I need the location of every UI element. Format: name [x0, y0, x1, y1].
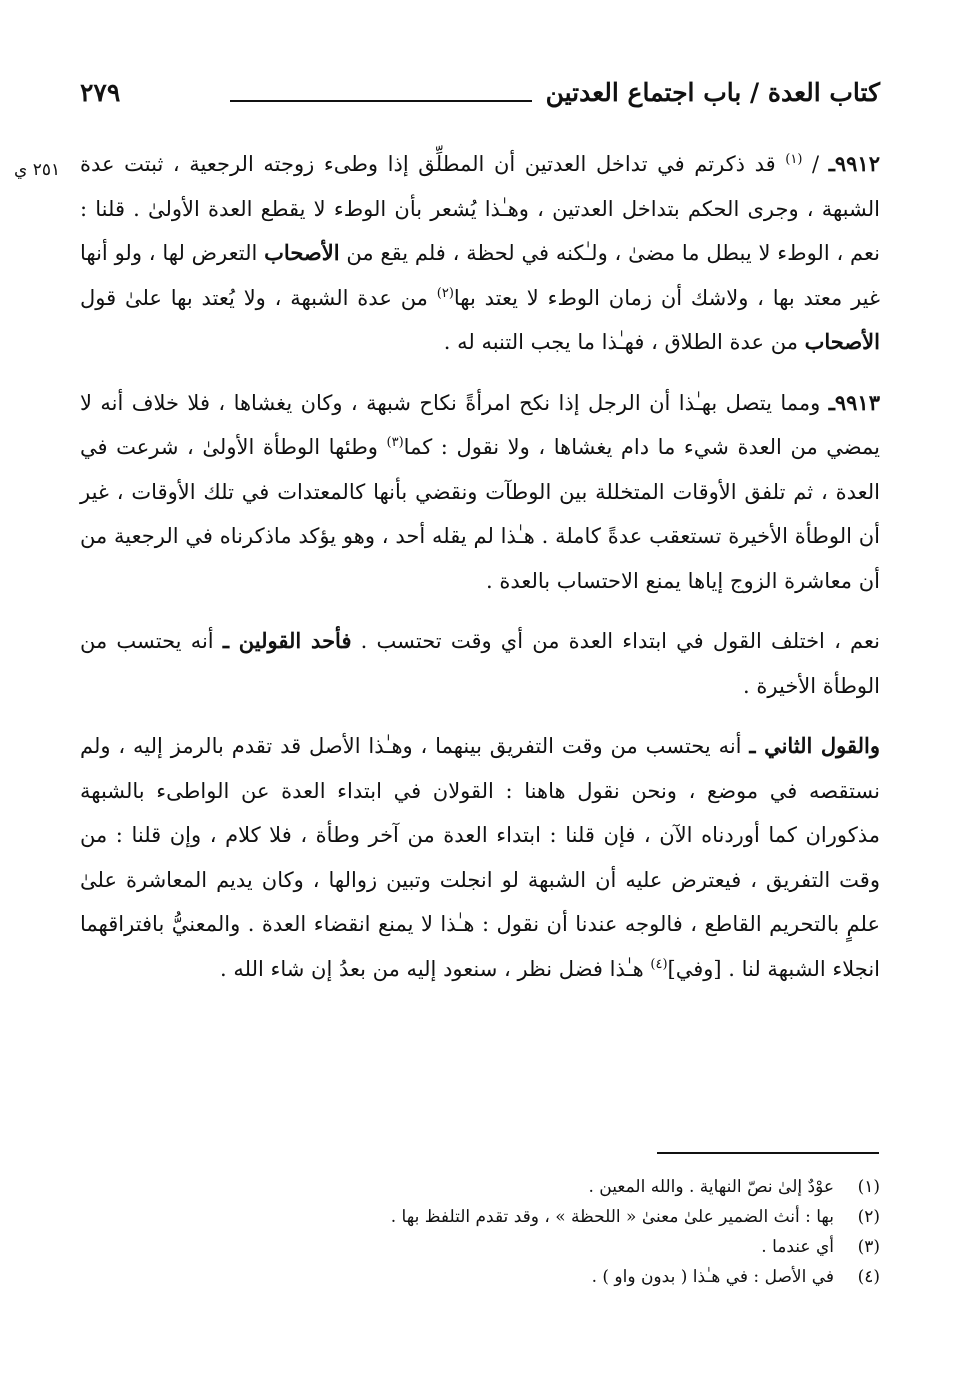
page-number: ٢٧٩: [80, 78, 121, 107]
footnote-marker: (٤): [650, 956, 668, 972]
text-run: وطئها الوطأة الأولىٰ ، شرعت في العدة ، ثم تلفق الأوقات المتخللة بين الوطآت ونقضي بأنها كالمعتدات في تلك الأوقات ، غير أن الوطأة الأخيرة تستعقب عدةً كاملة . هـٰذا لم يقله أحد ، وهو يؤكد ماذكرناه في الرجعية من أن معاشرة الزوج إياها يمنع الاحتساب بالعدة .: [80, 435, 880, 593]
footnote-separator: [657, 1152, 879, 1154]
text-run: ومما يتصل بهـٰذا أن الرجل إذا نكح امرأةً نكاح شبهة ، وكان يغشاها ، فلا خلاف أنه لا يمضي من العدة شيء ما دام يغشاها ، ولا نقول : كما: [80, 390, 880, 459]
footnote: [80, 1172, 880, 1202]
footnote-number: (١): [857, 1177, 880, 1197]
text-run: هـٰذا فضل نظر ، سنعود إليه من بعدُ إن شاء الله .: [220, 956, 651, 981]
text-run: أنه يحتسب من الوطأة الأخيرة .: [80, 629, 880, 698]
text-run: أنه يحتسب من وقت التفريق بينهما ، وهـٰذا الأصل قد تقدم بالرمز إليه ، ولم نستقصه في موضع ، ونحن نقول هاهنا : القولان في ابتداء العدة عن الواطىء بالشبهة مذكوران كما أوردناه الآن ، فإن قلنا : ابتداء العدة من آخر وطأة ، فلا كلام ، وإن قلنا : من وقت التفريق ، فيعترض عليه أن الشبهة لو انجلت وتبين زوالها ، وكان يديم المعاشرة علىٰ علمٍ بالتحريم القاطع ، فالوجه عندنا أن نقول : هـٰذا لا يمنع انقضاء العدة . والمعنيُّ بافتراقهما انجلاء الشبهة لنا . [وفي]: [80, 734, 880, 981]
footnote: [80, 1232, 880, 1262]
footnote-text: أي عندما .: [761, 1237, 834, 1257]
header-title: كتاب العدة / باب اجتماع العدتين: [545, 78, 880, 107]
text-run: قد ذكرتم في تداخل العدتين أن المطلِّق إذا وطىء زوجته الرجعية ، ثبتت عدة الشبهة ، وجرى الحكم بتداخل العدتين ، وهـٰذا يُشعر بأن الوطء لا يقطع العدة الأولىٰ . قلنا : نعم ، الوطء لا يبطل ما مضىٰ ، ولـٰكنه في لحظة ، فلم يقع من: [80, 152, 881, 265]
text-run: من عدة الشبهة ، ولا يُعتد بها علىٰ قول: [80, 285, 437, 310]
bold-term: الأصحاب: [264, 240, 340, 265]
paragraph: [80, 142, 880, 365]
text-run: نعم ، اختلف القول في ابتداء العدة من أي وقت تحتسب .: [351, 629, 880, 653]
bold-term: والقول الثاني ـ: [749, 733, 881, 758]
paragraph: [80, 724, 880, 991]
bold-term: فأحد القولين ـ: [222, 628, 352, 653]
text-run: /: [802, 152, 829, 176]
footnote-number: (٤): [857, 1267, 880, 1287]
footnote-marker: (١): [785, 152, 803, 167]
paragraph-number: ٩٩١٣ـ: [828, 389, 880, 415]
main-text: [80, 142, 880, 1007]
footnote-number: (٢): [857, 1207, 880, 1227]
header-rule: [230, 100, 532, 102]
footnote-marker: (٢): [436, 285, 454, 301]
text-run: التعرض لها ، ولو أنها غير معتد بها ، ولاشك أن زمان الوطء لا يعتد بها: [80, 241, 880, 310]
footnote: [80, 1262, 880, 1292]
paragraph: [80, 619, 880, 708]
paragraph: [80, 381, 880, 604]
footnote-number: (٣): [857, 1237, 880, 1257]
footnote-text: بها : أنث الضمير علىٰ معنىٰ « اللحظة » ، وقد تقدم التلفظ بها .: [390, 1207, 834, 1227]
text-run: من عدة الطلاق ، فهـٰذا ما يجب التنبه له .: [443, 330, 805, 354]
margin-note: ٢٥١ ي: [14, 160, 61, 180]
bold-term: الأصحاب: [804, 329, 880, 354]
footnote: [80, 1202, 880, 1232]
footnote-text: عوْدٌ إلىٰ نصّ النهاية . والله المعين .: [588, 1177, 834, 1197]
footnote-text: في الأصل : في هـٰذا ( بدون واو ) .: [591, 1267, 834, 1287]
paragraph-number: ٩٩١٢ـ: [828, 151, 880, 176]
footnotes: [80, 1172, 880, 1292]
footnote-marker: (٣): [386, 435, 404, 450]
running-header: [80, 78, 880, 118]
